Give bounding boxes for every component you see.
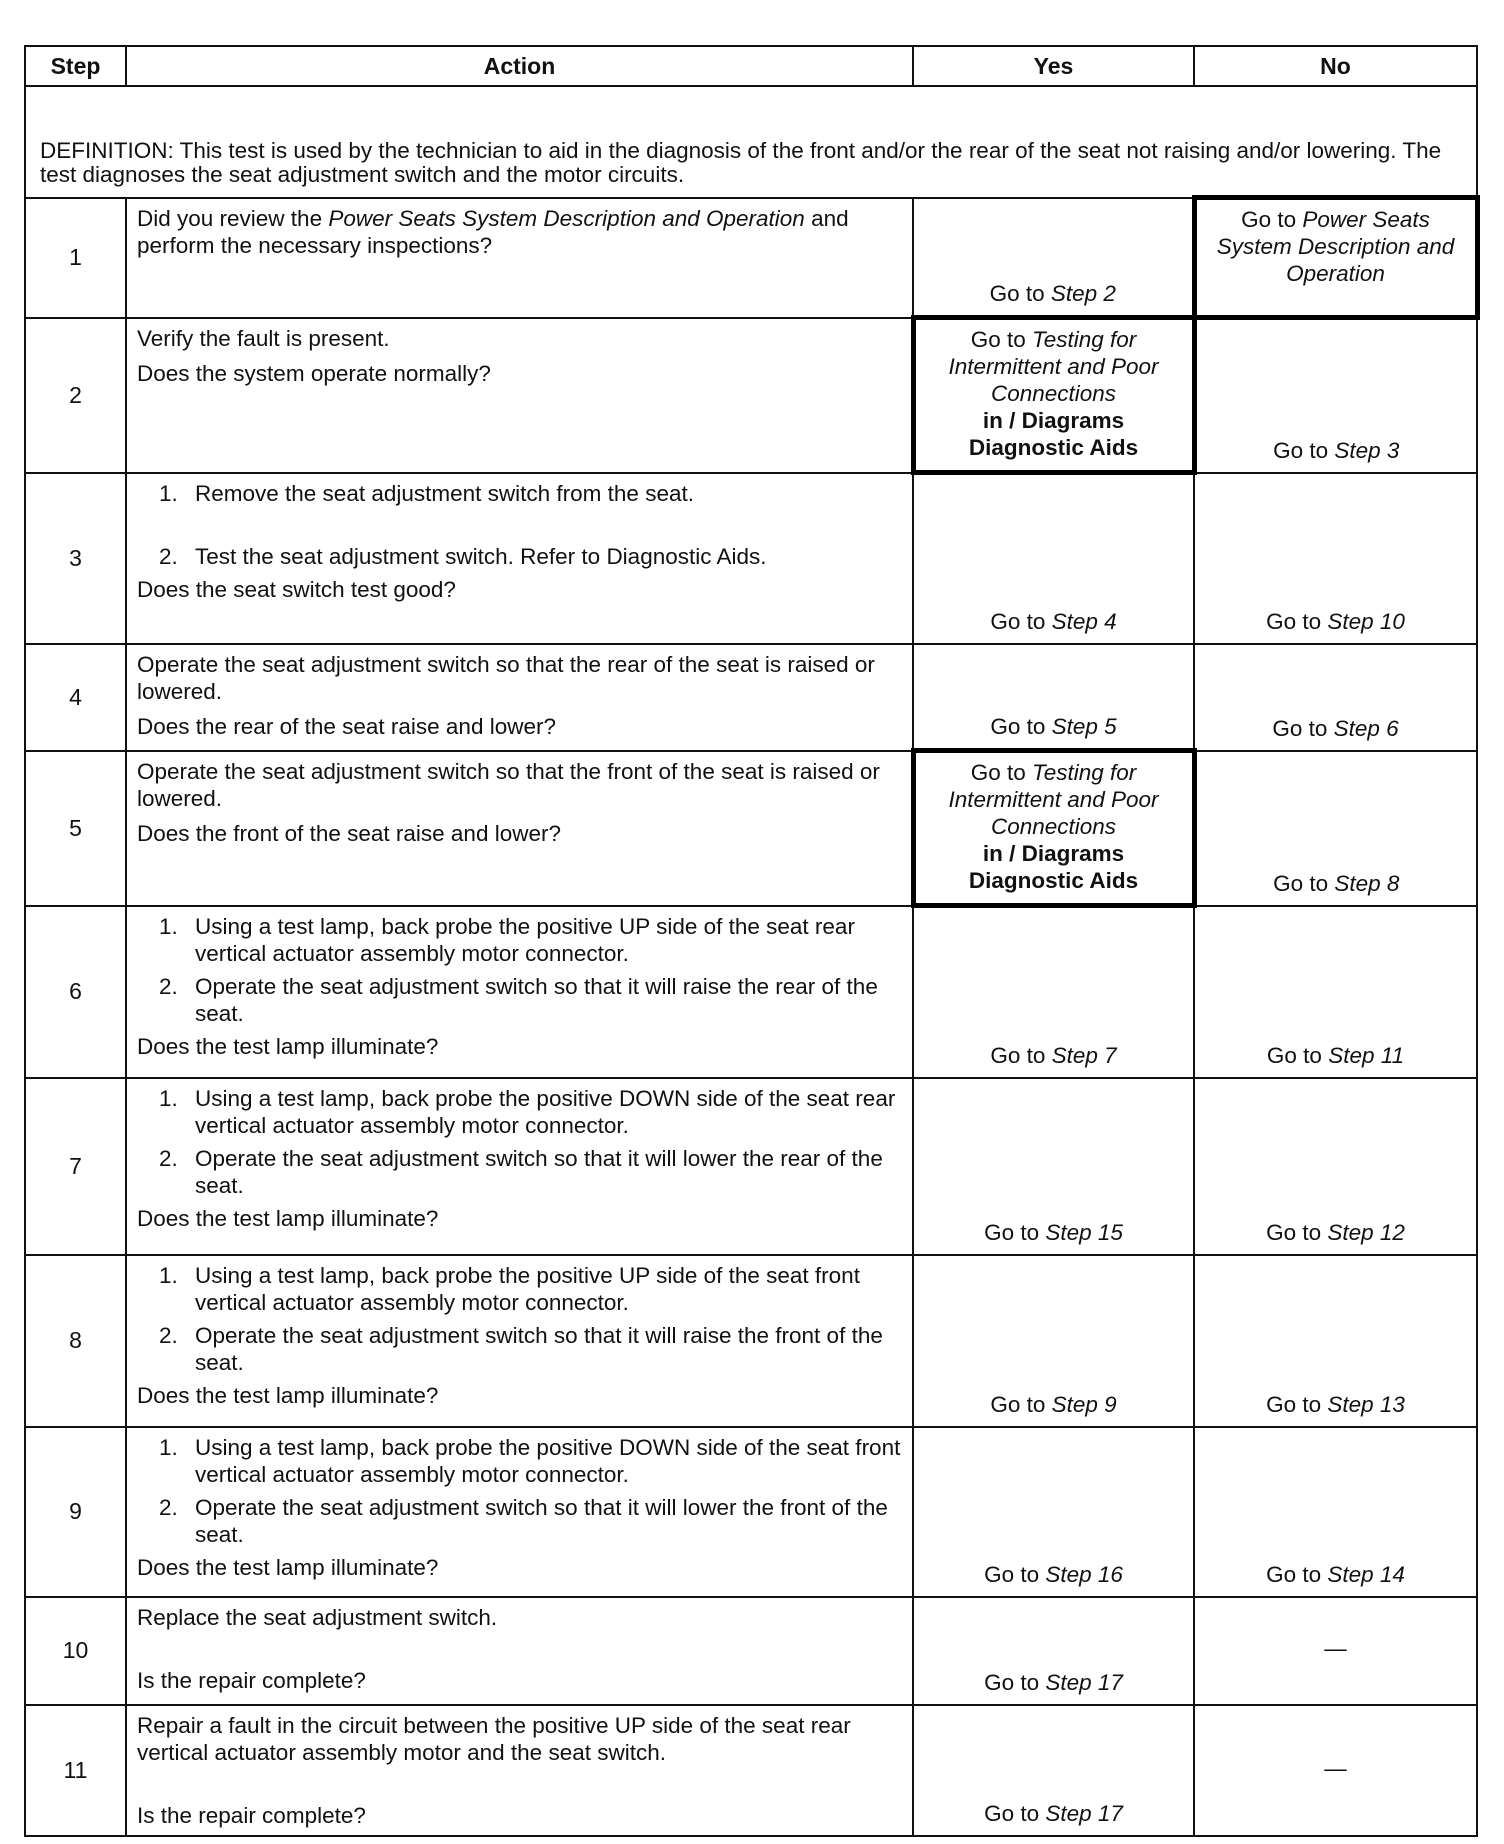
no-step-ref: Step 8 bbox=[1334, 870, 1400, 896]
instruction-list bbox=[137, 913, 902, 1027]
list-item: 2. Operate the seat adjustment switch so that it will lower the rear of the seat. bbox=[159, 1145, 883, 1198]
no-cell: Go to Step 13 bbox=[1194, 1255, 1477, 1427]
list-item: 2. Operate the seat adjustment switch so that it will raise the front of the seat. bbox=[159, 1322, 883, 1375]
diagnostic-table bbox=[24, 45, 1480, 1837]
step-number: 10 bbox=[25, 1597, 126, 1705]
header-no: No bbox=[1194, 46, 1477, 86]
action-instruction: Replace the seat adjustment switch. bbox=[137, 1604, 498, 1630]
list-item: 2. Operate the seat adjustment switch so that it will lower the front of the seat. bbox=[159, 1494, 888, 1547]
yes-cell: Go to Step 2 bbox=[913, 198, 1194, 318]
yes-step-ref: Step 2 bbox=[1050, 281, 1116, 306]
yes-step-ref: Step 7 bbox=[1051, 1042, 1117, 1068]
table-row bbox=[25, 318, 1477, 473]
step-number: 4 bbox=[25, 644, 126, 751]
yes-step-ref: Step 9 bbox=[1051, 1391, 1117, 1417]
action-cell bbox=[126, 1078, 913, 1255]
yes-cell: Go to Step 15 bbox=[913, 1078, 1194, 1255]
step-number: 9 bbox=[25, 1427, 126, 1597]
no-cell: Go to Step 8 bbox=[1194, 751, 1477, 906]
step-number: 6 bbox=[25, 906, 126, 1078]
header-row bbox=[25, 46, 1477, 86]
no-cell: Go to Step 3 bbox=[1194, 318, 1477, 473]
step-number: 3 bbox=[25, 473, 126, 644]
yes-cell-highlighted: Go to Testing for Intermittent and Poor Connections in / Diagrams Diagnostic Aids bbox=[913, 751, 1194, 906]
action-cell bbox=[126, 751, 913, 906]
step-number: 11 bbox=[25, 1705, 126, 1836]
table-row bbox=[25, 1427, 1477, 1597]
yes-step-ref: Step 16 bbox=[1045, 1561, 1123, 1587]
no-step-ref: Step 12 bbox=[1327, 1219, 1405, 1245]
table-row bbox=[25, 644, 1477, 751]
yes-cell: Go to Step 16 bbox=[913, 1427, 1194, 1597]
no-step-ref: Step 10 bbox=[1327, 608, 1405, 634]
yes-cell-highlighted: Go to Testing for Intermittent and Poor Connections in / Diagrams Diagnostic Aids bbox=[913, 318, 1194, 473]
list-item: 1. Using a test lamp, back probe the positive UP side of the seat front vertical actuator assembly motor connector. bbox=[159, 1262, 860, 1315]
table-row bbox=[25, 1597, 1477, 1705]
no-cell: Go to Step 11 bbox=[1194, 906, 1477, 1078]
no-step-ref: Step 11 bbox=[1328, 1042, 1405, 1068]
table-row bbox=[25, 751, 1477, 906]
yes-step-ref: Step 4 bbox=[1051, 608, 1117, 634]
header-action: Action bbox=[126, 46, 913, 86]
action-cell bbox=[126, 644, 913, 751]
action-cell bbox=[126, 1255, 913, 1427]
action-question: Does the rear of the seat raise and lower? bbox=[137, 713, 556, 739]
action-instruction: Operate the seat adjustment switch so that the rear of the seat is raised or lowered. bbox=[137, 651, 875, 704]
no-step-ref: Step 3 bbox=[1334, 437, 1400, 463]
table-row bbox=[25, 1705, 1477, 1836]
no-step-ref: Step 14 bbox=[1327, 1561, 1405, 1587]
instruction-list bbox=[137, 1434, 902, 1548]
no-cell: Go to Step 6 bbox=[1194, 644, 1477, 751]
action-instruction: Operate the seat adjustment switch so that the front of the seat is raised or lowered. bbox=[137, 758, 880, 811]
step-number: 2 bbox=[25, 318, 126, 473]
step-number: 1 bbox=[25, 198, 126, 318]
no-cell bbox=[1194, 1597, 1477, 1705]
action-question: Does the test lamp illuminate? bbox=[137, 1205, 439, 1231]
step-number: 7 bbox=[25, 1078, 126, 1255]
no-cell: Go to Step 12 bbox=[1194, 1078, 1477, 1255]
yes-cell: Go to Step 5 bbox=[913, 644, 1194, 751]
dash-mark: — bbox=[1324, 1636, 1347, 1661]
action-question: Is the repair complete? bbox=[137, 1802, 366, 1828]
table-row bbox=[25, 1255, 1477, 1427]
action-cell bbox=[126, 906, 913, 1078]
action-instruction: Repair a fault in the circuit between the positive UP side of the seat rear vertical actuator assembly motor and the seat switch. bbox=[137, 1712, 851, 1765]
instruction-list bbox=[137, 1085, 902, 1199]
list-item: 1. Using a test lamp, back probe the positive UP side of the seat rear vertical actuator assembly motor connector. bbox=[159, 913, 855, 966]
action-question: Does the system operate normally? bbox=[137, 360, 491, 386]
action-cell bbox=[126, 198, 913, 318]
action-cell bbox=[126, 318, 913, 473]
action-question: Does the front of the seat raise and lower? bbox=[137, 820, 561, 846]
action-question: Does the test lamp illuminate? bbox=[137, 1382, 439, 1408]
table-row bbox=[25, 1078, 1477, 1255]
header-yes: Yes bbox=[913, 46, 1194, 86]
action-cell bbox=[126, 473, 913, 644]
action-question: Is the repair complete? bbox=[137, 1667, 366, 1693]
no-cell bbox=[1194, 1705, 1477, 1836]
instruction-list bbox=[137, 480, 902, 570]
yes-step-ref: Step 17 bbox=[1045, 1800, 1123, 1826]
no-cell: Go to Step 14 bbox=[1194, 1427, 1477, 1597]
header-step: Step bbox=[25, 46, 126, 86]
table-row bbox=[25, 906, 1477, 1078]
no-cell-highlighted: Go to Power Seats System Description and Operation bbox=[1194, 198, 1477, 318]
yes-cell: Go to Step 17 bbox=[913, 1705, 1194, 1836]
definition-text: DEFINITION: This test is used by the technician to aid in the diagnosis of the front and/or the rear of the seat not raising and/or lowering. The test diagnoses the seat adjustment switch and the motor circuits. bbox=[25, 86, 1477, 198]
no-step-ref: Power Seats System Description and Operation bbox=[1216, 207, 1455, 286]
list-item: 1. Using a test lamp, back probe the positive DOWN side of the seat front vertical actuator assembly motor connector. bbox=[159, 1434, 901, 1487]
action-question: Did you review the Power Seats System Description and Operation and perform the necessary inspections? bbox=[137, 205, 849, 258]
action-cell bbox=[126, 1705, 913, 1836]
no-step-ref: Step 6 bbox=[1333, 715, 1399, 741]
definition-row bbox=[25, 86, 1477, 198]
yes-cell: Go to Step 4 bbox=[913, 473, 1194, 644]
no-step-ref: Step 13 bbox=[1327, 1391, 1405, 1417]
yes-cell: Go to Step 9 bbox=[913, 1255, 1194, 1427]
table-row bbox=[25, 473, 1477, 644]
dash-mark: — bbox=[1324, 1755, 1347, 1781]
no-cell: Go to Step 10 bbox=[1194, 473, 1477, 644]
yes-step-ref: Step 15 bbox=[1045, 1219, 1123, 1245]
yes-step-ref: Step 5 bbox=[1051, 714, 1117, 739]
action-instruction: Verify the fault is present. bbox=[137, 325, 390, 351]
step-number: 5 bbox=[25, 751, 126, 906]
yes-cell: Go to Step 7 bbox=[913, 906, 1194, 1078]
table-row bbox=[25, 198, 1477, 318]
action-question: Does the seat switch test good? bbox=[137, 576, 456, 602]
list-item: 2. Test the seat adjustment switch. Refer to Diagnostic Aids. bbox=[159, 543, 767, 569]
list-item: 1. Using a test lamp, back probe the positive DOWN side of the seat rear vertical actuator assembly motor connector. bbox=[159, 1085, 896, 1138]
action-cell bbox=[126, 1427, 913, 1597]
action-question: Does the test lamp illuminate? bbox=[137, 1554, 439, 1580]
action-question: Does the test lamp illuminate? bbox=[137, 1033, 439, 1059]
yes-cell: Go to Step 17 bbox=[913, 1597, 1194, 1705]
step-number: 8 bbox=[25, 1255, 126, 1427]
yes-step-ref: Step 17 bbox=[1045, 1669, 1123, 1695]
list-item: 2. Operate the seat adjustment switch so that it will raise the rear of the seat. bbox=[159, 973, 878, 1026]
instruction-list bbox=[137, 1262, 902, 1376]
action-cell bbox=[126, 1597, 913, 1705]
list-item: 1. Remove the seat adjustment switch from the seat. bbox=[159, 480, 694, 506]
